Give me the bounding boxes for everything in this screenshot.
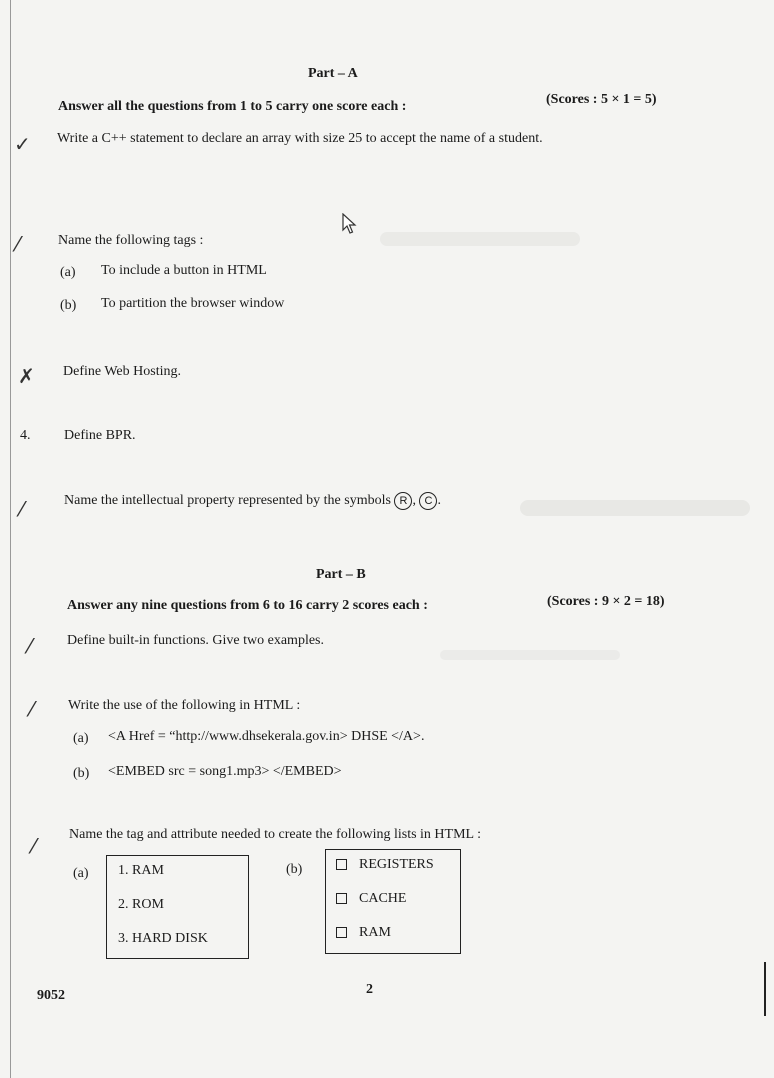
check-mark-icon: ✓ (14, 132, 31, 156)
check-mark-icon: ✗ (18, 364, 35, 388)
bleed-through-smudge (380, 232, 580, 246)
mouse-cursor-icon (342, 213, 358, 235)
question-1: Write a C++ statement to declare an array with size 25 to accept the name of a student. (57, 131, 543, 146)
question-7: Write the use of the following in HTML : (68, 698, 301, 713)
question-2-sub-b-label: (b) (60, 298, 77, 313)
question-5-text: Name the intellectual property represented by the symbols (64, 493, 391, 509)
check-mark-icon: ⁄ (16, 232, 20, 256)
question-2-sub-a-label: (a) (60, 265, 76, 280)
paper-code: 9052 (37, 988, 65, 1003)
square-bullet-icon (336, 859, 347, 870)
square-bullet-icon (336, 927, 347, 938)
question-4: Define BPR. (64, 428, 136, 443)
question-7-sub-b: <EMBED src = song1.mp3> </EMBED> (108, 764, 342, 779)
list-b-label: (b) (286, 862, 303, 877)
question-2-sub-b: To partition the browser window (101, 296, 285, 311)
unordered-list-item-text: REGISTERS (359, 857, 434, 872)
check-mark-icon: ⁄ (32, 834, 36, 858)
check-mark-icon: ⁄ (30, 697, 34, 721)
question-3: Define Web Hosting. (63, 364, 181, 379)
right-edge-mark (764, 962, 766, 1016)
bleed-through-smudge (440, 650, 620, 660)
registered-trademark-icon: R (394, 492, 412, 510)
part-b-scores: (Scores : 9 × 2 = 18) (547, 594, 665, 609)
question-4-number: 4. (20, 428, 31, 443)
part-a-scores: (Scores : 5 × 1 = 5) (546, 92, 657, 107)
question-2-sub-a: To include a button in HTML (101, 263, 267, 278)
unordered-list-item (336, 857, 434, 873)
part-b-title: Part – B (316, 567, 366, 582)
question-8: Name the tag and attribute needed to create the following lists in HTML : (69, 827, 481, 842)
ordered-list-item: 1. RAM (118, 863, 164, 878)
square-bullet-icon (336, 893, 347, 904)
question-2: Name the following tags : (58, 233, 204, 248)
list-a-label: (a) (73, 866, 89, 881)
question-6: Define built-in functions. Give two examples. (67, 633, 324, 648)
question-7-sub-a: <A Href = “http://www.dhsekerala.gov.in> DHSE </A>. (108, 729, 425, 744)
copyright-icon: C (419, 492, 437, 510)
bleed-through-smudge (520, 500, 750, 516)
unordered-list-item (336, 891, 406, 907)
ordered-list-item: 3. HARD DISK (118, 931, 208, 946)
question-7-sub-a-label: (a) (73, 731, 89, 746)
check-mark-icon: ⁄ (28, 634, 32, 658)
left-border-line (10, 0, 11, 1078)
unordered-list-item (336, 925, 391, 941)
ordered-list-item: 2. ROM (118, 897, 164, 912)
part-b-instruction: Answer any nine questions from 6 to 16 carry 2 scores each : (67, 598, 428, 613)
question-5: Name the intellectual property represented by the symbols R , C . (64, 493, 441, 509)
part-a-instruction: Answer all the questions from 1 to 5 carry one score each : (58, 99, 407, 114)
unordered-list-item-text: RAM (359, 925, 391, 940)
check-mark-icon: ⁄ (20, 497, 24, 521)
unordered-list-item-text: CACHE (359, 891, 407, 906)
part-a-title: Part – A (308, 66, 358, 81)
page-number: 2 (366, 982, 373, 997)
question-7-sub-b-label: (b) (73, 766, 90, 781)
